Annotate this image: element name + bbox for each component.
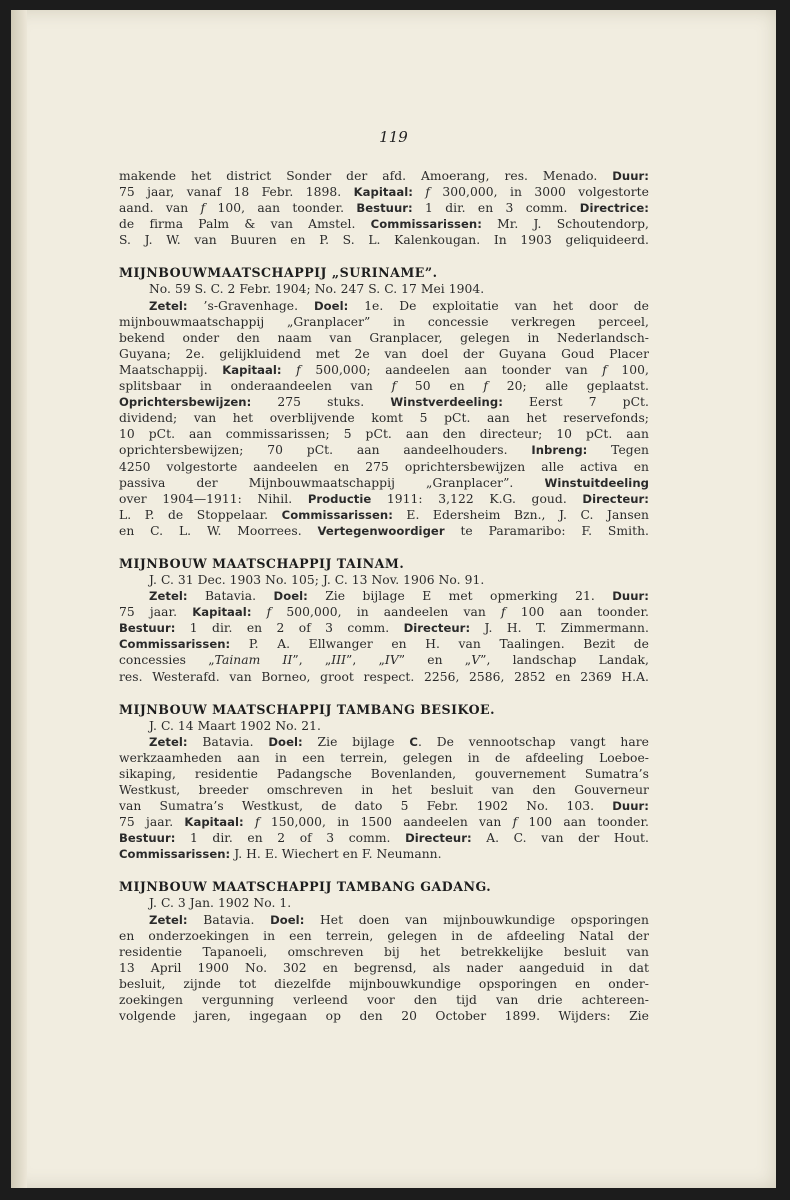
text-span: aand. van <box>119 201 201 216</box>
field-label: Kapitaal: <box>192 605 252 620</box>
text-span: 150,000, in 1500 aandeelen van <box>259 815 513 830</box>
company-entry <box>119 248 649 539</box>
text-span: 50 en <box>396 379 484 394</box>
italic-text: f <box>296 362 301 377</box>
text-line <box>119 814 649 830</box>
text-span: E. Edersheim Bzn., J. C. Jansen <box>392 507 650 522</box>
text-span: Batavia. <box>187 589 274 604</box>
text-span: Zie bijlage E met opmerking 21. <box>307 589 613 604</box>
field-label: Vertegenwoordiger <box>317 523 445 538</box>
field-label: Zetel: <box>149 912 188 927</box>
text-span: L. P. de Stoppelaar. <box>119 507 282 522</box>
italic-text: V <box>471 653 481 668</box>
page-binding-shadow <box>11 10 27 1188</box>
text-span: Mr. J. Schoutendorp, <box>481 217 649 232</box>
text-line <box>119 992 649 1008</box>
text-span: Het doen van mijnbouwkundige opsporingen <box>304 912 649 927</box>
text-span: 1e. De exploitatie van het door de <box>348 298 649 313</box>
text-span: Westkust, breeder omschreven in het besluit van den Gouverneur <box>119 783 649 797</box>
text-line <box>119 442 649 458</box>
text-span: ’s-Gravenhage. <box>187 298 314 313</box>
text-span: 10 pCt. aan commissarissen; 5 pCt. aan den directeur; 10 pCt. aan <box>119 427 649 442</box>
text-line <box>119 1008 649 1024</box>
italic-text: IV <box>384 653 399 668</box>
section-gap <box>119 248 649 265</box>
text-line <box>119 314 649 330</box>
text-span: J. C. 3 Jan. 1902 No. 1. <box>149 896 292 911</box>
text-line <box>119 604 649 620</box>
text-line <box>119 394 649 410</box>
text-line <box>119 620 649 636</box>
text-line <box>119 912 649 928</box>
field-label: Bestuur: <box>356 201 413 216</box>
italic-text: f <box>255 815 260 830</box>
section-gap <box>119 539 649 556</box>
text-span: 20; alle geplaatst. <box>488 379 649 394</box>
field-label: Directrice: <box>579 201 649 216</box>
text-span: 4250 volgestorte aandeelen en 275 oprichtersbewijzen alle activa en <box>119 459 649 474</box>
field-label: Kapitaal: <box>353 185 413 200</box>
text-span: J. C. 14 Maart 1902 No. 21. <box>149 718 321 733</box>
italic-text: III <box>331 653 347 668</box>
text-span: dividend; van het overblijvende komt 5 pCt. aan het reservefonds; <box>119 411 649 426</box>
text-line <box>119 426 649 442</box>
text-span: P. A. Ellwanger en H. van Taalingen. Bezit de <box>230 637 649 652</box>
text-line <box>119 410 649 426</box>
text-line <box>119 572 649 588</box>
italic-text: Tainam II <box>214 653 293 668</box>
page-body <box>119 168 649 1024</box>
text-span: No. 59 S. C. 2 Febr. 1904; No. 247 S. C. 17 Mei 1904. <box>149 282 485 297</box>
text-span: 300,000, in 3000 volgestorte <box>430 185 649 200</box>
text-line <box>119 491 649 507</box>
field-label: Commissarissen: <box>119 847 231 862</box>
text-span: 100, <box>606 362 649 377</box>
text-span: J. C. 31 Dec. 1903 No. 105; J. C. 13 Nov. 1906 No. 91. <box>149 572 485 587</box>
text-line <box>119 184 649 200</box>
text-line <box>119 669 649 685</box>
text-line <box>119 330 649 346</box>
text-line <box>119 378 649 394</box>
text-span: concessies „ <box>119 653 215 668</box>
company-heading: MIJNBOUW MAATSCHAPPIJ TAMBANG BESIKOE. <box>119 701 496 717</box>
text-span: ” en „ <box>398 653 472 668</box>
text-line <box>119 718 649 734</box>
text-line <box>119 459 649 475</box>
text-span: passiva der Mijnbouwmaatschappij „Granplacer”. <box>119 475 545 490</box>
text-span: Eerst 7 pCt. <box>502 395 650 410</box>
text-line <box>119 652 649 668</box>
text-span: . De vennootschap vangt hare <box>417 734 649 749</box>
text-span: A. C. van der Hout. <box>471 831 649 846</box>
text-span: Tegen <box>587 443 649 458</box>
field-label: Productie <box>307 491 372 506</box>
text-span: 75 jaar, vanaf 18 Febr. 1898. <box>119 185 354 200</box>
text-line <box>119 636 649 652</box>
field-label: Kapitaal: <box>222 362 282 377</box>
field-label: Doel: <box>273 589 308 604</box>
text-line <box>119 830 649 846</box>
text-span: werkzaamheden aan in een terrein, gelegen in de afdeeling Loeboe- <box>119 750 649 765</box>
text-line <box>119 750 649 766</box>
field-label: Bestuur: <box>119 621 176 636</box>
field-label: Zetel: <box>149 298 188 313</box>
field-label: Inbreng: <box>531 443 588 458</box>
text-line <box>119 168 649 184</box>
text-span: over 1904—1911: Nihil. <box>119 491 308 506</box>
text-line <box>119 960 649 976</box>
text-span: en C. L. W. Moorrees. <box>119 523 318 538</box>
text-span: zoekingen vergunning verleend voor den tijd van drie achtereen- <box>119 993 649 1008</box>
field-label: Directeur: <box>405 831 472 846</box>
field-label: Bestuur: <box>119 831 176 846</box>
text-span: 100, aan toonder. <box>205 201 357 216</box>
text-line <box>119 200 649 216</box>
text-span: bekend onder den naam van Granplacer, gelegen in Nederlandsch- <box>119 330 649 345</box>
text-line <box>119 734 649 750</box>
field-label: Winstverdeeling: <box>390 395 503 410</box>
text-span: 500,000, in aandeelen van <box>271 605 501 620</box>
text-span: de firma Palm & van Amstel. <box>119 217 371 232</box>
text-line <box>119 944 649 960</box>
text-line <box>119 523 649 539</box>
text-span: 75 jaar. <box>119 815 185 830</box>
text-span: 500,000; aandeelen aan toonder van <box>300 362 603 377</box>
field-label: Duur: <box>612 169 649 183</box>
text-span: mijnbouwmaatschappij „Granplacer” in concessie verkregen perceel, <box>119 314 649 329</box>
text-line <box>119 782 649 798</box>
text-line <box>119 798 649 814</box>
field-label: Commissarissen: <box>281 507 393 522</box>
text-span: 1 dir. en 2 of 3 comm. <box>175 831 406 846</box>
text-line <box>119 928 649 944</box>
continued-entry <box>119 168 649 248</box>
text-span: 275 stuks. <box>251 395 391 410</box>
text-line <box>119 346 649 362</box>
field-label: Commissarissen: <box>370 217 482 232</box>
text-span: J. H. E. Wiechert en F. Neumann. <box>230 847 442 862</box>
text-span: J. H. T. Zimmermann. <box>470 621 649 636</box>
text-span: 1 dir. en 3 comm. <box>412 201 580 216</box>
text-line <box>119 846 649 862</box>
text-line <box>119 362 649 378</box>
text-line <box>119 298 649 314</box>
text-span: 13 April 1900 No. 302 en begrensd, als nader aangeduid in dat <box>119 960 649 975</box>
company-entry <box>119 539 649 685</box>
italic-text: f <box>425 185 430 200</box>
field-label: Oprichtersbewijzen: <box>119 395 252 410</box>
text-span: ”, „ <box>292 653 332 668</box>
text-span: makende het district Sonder der afd. Amoerang, res. Menado. <box>119 169 613 183</box>
text-span: sikaping, residentie Padangsche Bovenlanden, gouvernement Sumatra’s <box>119 766 649 781</box>
field-label: Directeur: <box>403 621 471 636</box>
company-heading: MIJNBOUW MAATSCHAPPIJ TAMBANG GADANG. <box>119 879 492 895</box>
field-label: Zetel: <box>149 734 188 749</box>
text-span: 1911: 3,122 K.G. goud. <box>371 491 583 506</box>
italic-text: f <box>266 605 272 620</box>
text-span: Maatschappij. <box>119 362 223 377</box>
text-span: Zie bijlage <box>302 734 410 749</box>
field-label: Winstuitdeeling <box>544 475 649 490</box>
text-span: Guyana; 2e. gelijkluidend met 2e van doel der Guyana Goud Placer <box>119 346 649 361</box>
text-line <box>119 475 649 491</box>
text-span: volgende jaren, ingegaan op den 20 October 1899. Wijders: Zie <box>119 1009 649 1024</box>
section-gap <box>119 862 649 879</box>
text-span: ”, „ <box>346 653 385 668</box>
text-span: residentie Tapanoeli, omschreven bij het betrekkelijke besluit van <box>119 944 649 959</box>
field-label: Doel: <box>313 298 349 313</box>
text-line <box>119 216 649 232</box>
text-span: te Paramaribo: F. Smith. <box>444 523 650 538</box>
text-span: 1 dir. en 2 of 3 comm. <box>175 621 404 636</box>
italic-text: f <box>512 815 518 830</box>
text-span: oprichtersbewijzen; 70 pCt. aan aandeelhouders. <box>119 443 532 458</box>
text-line <box>119 281 649 297</box>
company-heading: MIJNBOUW MAATSCHAPPIJ TAINAM. <box>119 555 405 571</box>
text-span: en onderzoekingen in een terrein, gelegen in de afdeeling Natal der <box>119 928 649 943</box>
text-span <box>282 363 297 377</box>
text-span <box>413 185 425 199</box>
field-label: Kapitaal: <box>184 815 244 830</box>
text-line <box>119 507 649 523</box>
text-span: 100 aan toonder. <box>505 605 650 620</box>
text-line <box>119 766 649 782</box>
company-heading: MIJNBOUWMAATSCHAPPIJ „SURINAME”. <box>119 265 438 281</box>
text-span: van Sumatra’s Westkust, de dato 5 Febr. 1902 No. 103. <box>119 799 613 814</box>
text-span: S. J. W. van Buuren en P. S. L. Kalenkougan. In 1903 geliquideerd. <box>119 233 649 248</box>
field-label: Duur: <box>612 799 649 814</box>
field-label: C <box>409 734 418 749</box>
text-line <box>119 895 649 911</box>
italic-text: f <box>200 201 206 216</box>
italic-text: f <box>391 379 397 394</box>
text-span: besluit, zijnde tot diezelfde mijnbouwkundige opsporingen en onder- <box>119 976 649 991</box>
field-label: Commissarissen: <box>119 637 231 652</box>
italic-text: f <box>483 379 488 394</box>
text-span <box>244 815 255 829</box>
company-entry <box>119 862 649 1024</box>
text-span: Batavia. <box>187 734 269 749</box>
field-label: Directeur: <box>582 491 649 506</box>
text-span: splitsbaar in onderaandeelen van <box>119 379 392 394</box>
book-page <box>11 10 776 1188</box>
text-span: res. Westerafd. van Borneo, groot respect. 2256, 2586, 2852 en 2369 H.A. <box>119 669 649 684</box>
text-span: Batavia. <box>187 912 271 927</box>
text-line <box>119 588 649 604</box>
text-line <box>119 976 649 992</box>
company-entry <box>119 685 649 863</box>
text-span: 75 jaar. <box>119 605 193 620</box>
text-span: ”, landschap Landak, <box>480 653 649 668</box>
field-label: Doel: <box>270 912 305 927</box>
page-number: 119 <box>379 128 408 146</box>
italic-text: f <box>602 362 607 377</box>
section-gap <box>119 685 649 702</box>
text-line <box>119 232 649 248</box>
field-label: Zetel: <box>149 589 188 604</box>
field-label: Doel: <box>268 734 303 749</box>
field-label: Duur: <box>612 589 649 604</box>
text-span <box>252 605 267 619</box>
text-span: 100 aan toonder. <box>517 815 649 830</box>
italic-text: f <box>501 605 506 620</box>
